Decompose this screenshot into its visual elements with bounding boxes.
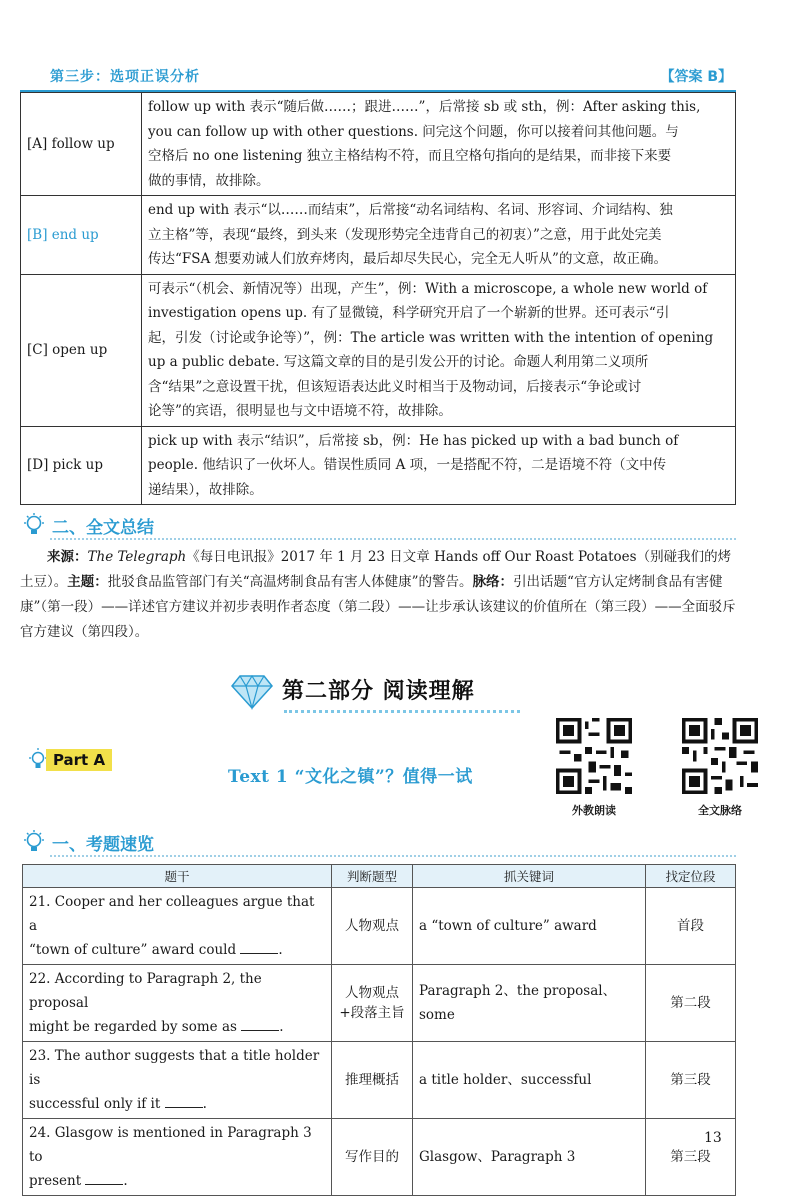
option-explanation bbox=[142, 426, 736, 505]
dotted-divider bbox=[284, 710, 520, 713]
table-header-row bbox=[23, 865, 736, 888]
stem-line: 24. Glasgow is mentioned in Paragraph 3 to bbox=[29, 1125, 312, 1165]
explanation-line: 论等”的宾语，很明显也与文中语境不符，故排除。 bbox=[148, 403, 452, 419]
stem-line: “town of culture” award could . bbox=[29, 942, 283, 958]
option-row-a bbox=[21, 93, 736, 196]
keywords: Glasgow、Paragraph 3 bbox=[413, 1119, 646, 1196]
explanation-line: 空格后 no one listening 独立主格结构不符，而且空格句指向的是结果，而非接下来要 bbox=[148, 148, 672, 164]
context-text: 引出话题“官方认定烤制食品有害健康”（第一段）——详述官方建议并初步表明作者态度（第二段）——让步承认该建议的价值所在（第三段）——全面驳斥官方建议（第四段）。 bbox=[20, 574, 736, 640]
page-header bbox=[20, 66, 736, 90]
question-type: 人物观点 bbox=[332, 888, 413, 965]
option-row-d bbox=[21, 426, 736, 505]
explanation-line: 立主格”等，表现“最终，到头来（发现形势完全违背自己的初衷）”之意，用于此处完美 bbox=[148, 226, 662, 243]
locate-paragraph: 首段 bbox=[646, 888, 736, 965]
lightbulb-icon bbox=[22, 829, 46, 855]
stem-line: successful only if it . bbox=[29, 1096, 207, 1112]
column-header: 题干 bbox=[23, 865, 332, 888]
qr-caption: 全文脉络 bbox=[698, 804, 742, 817]
keywords: Paragraph 2、the proposal、some bbox=[413, 965, 646, 1042]
locate-paragraph: 第三段 bbox=[646, 1042, 736, 1119]
table-row bbox=[23, 965, 736, 1042]
stem-text: might be regarded by some as bbox=[29, 1019, 237, 1035]
question-stem bbox=[23, 965, 332, 1042]
option-label: [A] follow up bbox=[21, 93, 142, 196]
qr-caption: 外教朗读 bbox=[572, 804, 616, 817]
explanation-line: 含“结果”之意设置干扰，但该短语表达此义时相当于及物动词，后接表示“争论或讨 bbox=[148, 378, 642, 395]
explanation-line: 可表示“（机会、新情况等）出现，产生”，例：With a microscope, a whole new world of bbox=[148, 280, 708, 297]
explanation-line: 递结果），故排除。 bbox=[148, 481, 263, 498]
theme-text: 批驳食品监管部门有关“高温烤制食品有害人体健康”的警告。 bbox=[107, 574, 473, 590]
option-explanation bbox=[142, 196, 736, 275]
part-a-label: Part A bbox=[46, 749, 112, 771]
table-row bbox=[23, 1042, 736, 1119]
option-explanation bbox=[142, 93, 736, 196]
text-title: Text 1 “文化之镇”？值得一试 bbox=[228, 767, 473, 787]
stem-line: 22. According to Paragraph 2, the proposal bbox=[29, 971, 262, 1011]
explanation-line: end up with 表示“以……而结束”，后常接“动名词结构、名词、形容词、介词结构、独 bbox=[148, 202, 673, 218]
overview-section-heading bbox=[20, 829, 736, 855]
part-two-title: 第二部分 阅读理解 bbox=[282, 679, 475, 704]
question-overview-table bbox=[22, 864, 736, 1196]
context-label: 脉络： bbox=[472, 574, 514, 590]
explanation-line: pick up with 表示“结识”，后常接 sb，例：He has picked up with a bad bunch of bbox=[148, 432, 679, 449]
section-title: 二、全文总结 bbox=[52, 518, 154, 538]
keywords: a “town of culture” award bbox=[413, 888, 646, 965]
question-stem bbox=[23, 1042, 332, 1119]
keywords: a title holder、successful bbox=[413, 1042, 646, 1119]
explanation-line: 起，引发（讨论或争论等）”，例：The article was written with the intention of opening bbox=[148, 329, 714, 346]
stem-text: successful only if it bbox=[29, 1096, 161, 1112]
option-explanation bbox=[142, 274, 736, 426]
question-type: 推理概括 bbox=[332, 1042, 413, 1119]
step-title: 第三步：选项正误分析 bbox=[50, 69, 200, 85]
answer-blank bbox=[85, 1172, 123, 1185]
qr-code-icon[interactable] bbox=[682, 718, 758, 794]
locate-paragraph: 第三段 bbox=[646, 1119, 736, 1196]
explanation-line: 传达“FSA 想要劝诫人们放弃烤肉，最后却尽失民心，完全无人听从”的文意，故正确。 bbox=[148, 251, 667, 267]
stem-line: 21. Cooper and her colleagues argue that a bbox=[29, 894, 315, 934]
part-a-badge bbox=[28, 747, 118, 773]
part-two-heading bbox=[230, 672, 530, 712]
dotted-divider bbox=[50, 538, 736, 540]
option-label: [D] pick up bbox=[21, 426, 142, 505]
question-type: 人物观点+段落主旨 bbox=[332, 965, 413, 1042]
summary-paragraph bbox=[20, 545, 736, 645]
option-label: [B] end up bbox=[21, 196, 142, 275]
stem-line: might be regarded by some as . bbox=[29, 1019, 284, 1035]
answer-blank bbox=[165, 1095, 203, 1108]
answer-blank bbox=[241, 1018, 279, 1031]
stem-line: 23. The author suggests that a title holder is bbox=[29, 1048, 320, 1088]
stem-line: present . bbox=[29, 1173, 128, 1189]
summary-section-heading bbox=[20, 512, 736, 538]
question-type: 写作目的 bbox=[332, 1119, 413, 1196]
lightbulb-icon bbox=[22, 512, 46, 538]
explanation-line: you can follow up with other questions. 问完这个问题，你可以接着问其他问题。与 bbox=[148, 123, 679, 140]
column-header: 找定位段 bbox=[646, 865, 736, 888]
page-number: 13 bbox=[704, 1130, 722, 1146]
explanation-line: investigation opens up. 有了显微镜，科学研究开启了一个崭新的世界。还可表示“引 bbox=[148, 305, 670, 321]
option-label: [C] open up bbox=[21, 274, 142, 426]
column-header: 判断题型 bbox=[332, 865, 413, 888]
table-row bbox=[23, 1119, 736, 1196]
explanation-line: people. 他结识了一伙坏人。错误性质同 A 项，一是搭配不符，二是语境不符（文中传 bbox=[148, 457, 667, 473]
section-title: 一、考题速览 bbox=[52, 835, 154, 855]
stem-text: “town of culture” award could bbox=[29, 942, 237, 958]
answer-blank bbox=[240, 941, 278, 954]
source-publication: The Telegraph bbox=[87, 549, 187, 565]
question-stem bbox=[23, 888, 332, 965]
diamond-icon bbox=[230, 674, 274, 710]
table-row bbox=[23, 888, 736, 965]
dotted-divider bbox=[50, 855, 736, 857]
explanation-line: follow up with 表示“随后做……；跟进……”，后常接 sb 或 sth，例：After asking this, bbox=[148, 99, 701, 115]
option-row-c bbox=[21, 274, 736, 426]
source-text: 《每日电讯报》2017 年 1 月 23 日文章 Hands off Our Roast Potatoes（别碰我们的烤土豆）。 bbox=[20, 549, 732, 590]
locate-paragraph: 第二段 bbox=[646, 965, 736, 1042]
column-header: 抓关键词 bbox=[413, 865, 646, 888]
theme-label: 主题： bbox=[67, 574, 108, 590]
lightbulb-icon bbox=[28, 747, 48, 773]
option-row-b bbox=[21, 196, 736, 275]
question-stem bbox=[23, 1119, 332, 1196]
explanation-line: up a public debate. 写这篇文章的目的是引发公开的讨论。命题人利用第二义项所 bbox=[148, 354, 649, 370]
qr-code-icon[interactable] bbox=[556, 718, 632, 794]
option-analysis-table bbox=[20, 92, 736, 505]
source-label: 来源： bbox=[47, 549, 88, 565]
explanation-line: 做的事情，故排除。 bbox=[148, 172, 270, 189]
answer-label: 【答案 B】 bbox=[660, 69, 732, 85]
stem-text: present bbox=[29, 1173, 82, 1189]
